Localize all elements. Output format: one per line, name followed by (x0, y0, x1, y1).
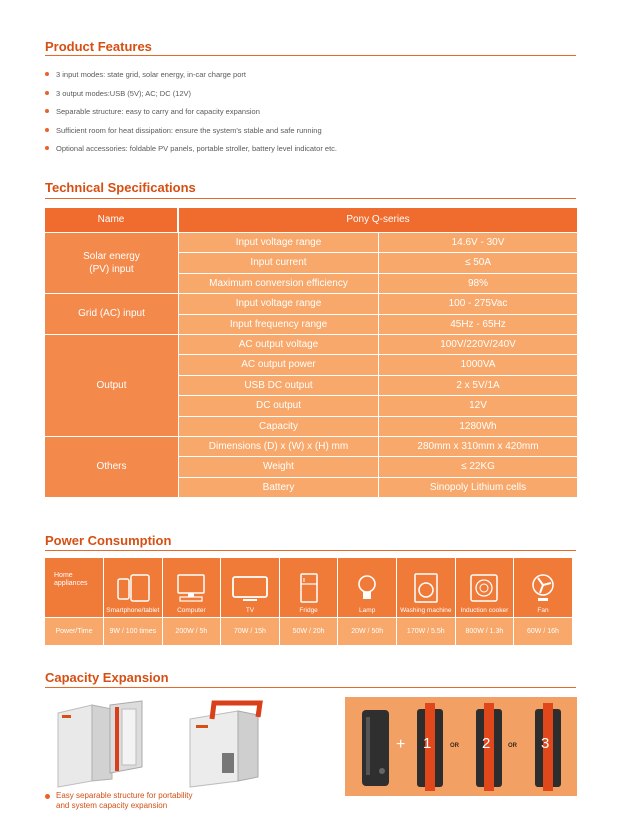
appliance-cell (514, 558, 572, 617)
appliance-cell (397, 558, 455, 617)
spec-group-label: Grid (AC) input (45, 294, 178, 334)
induction-cooker-icon (465, 573, 503, 603)
feature-item (45, 126, 322, 135)
lamp-icon (348, 573, 386, 603)
bullet-icon (45, 72, 49, 76)
spec-value: 280mm x 310mm x 420mm (379, 437, 577, 456)
feature-item (45, 70, 246, 79)
spec-title: Technical Specifications (45, 180, 196, 195)
spec-group-label: Output (45, 335, 178, 436)
spec-header-model: Pony Q-series (179, 208, 577, 232)
spec-param: DC output (179, 396, 378, 415)
power-table (45, 558, 577, 645)
plus-sign: + (396, 736, 406, 753)
appliance-cell (280, 558, 338, 617)
capacity-rule (45, 687, 576, 688)
bullet-icon (45, 128, 49, 132)
spec-value: ≤ 50A (379, 253, 577, 272)
spec-param: AC output power (179, 355, 378, 374)
washing-machine-icon (407, 573, 445, 603)
power-rule (45, 550, 576, 551)
feature-text: 3 input modes: state grid, solar energy, in-car charge port (56, 70, 246, 79)
spec-param: Input frequency range (179, 315, 378, 334)
appliance-name: Washing machine (400, 607, 452, 614)
tv-icon (231, 573, 269, 603)
spec-value: 98% (379, 274, 577, 293)
spec-param: Dimensions (D) x (W) x (H) mm (179, 437, 378, 456)
feature-text: Sufficient room for heat dissipation: ensure the system's stable and safe running (56, 126, 322, 135)
appliance-cell (221, 558, 279, 617)
fridge-icon (290, 573, 328, 603)
product-photo (52, 697, 282, 789)
appliance-power: 9W / 100 times (104, 618, 162, 645)
appliance-cell (104, 558, 162, 617)
spec-value: 100 - 275Vac (379, 294, 577, 313)
spec-value: 45Hz - 65Hz (379, 315, 577, 334)
power-row-label: Home appliances (45, 558, 103, 617)
appliance-name: TV (245, 607, 255, 614)
spec-rule (45, 198, 576, 199)
bullet-icon (45, 109, 49, 113)
spec-value: ≤ 22KG (379, 457, 577, 476)
appliance-power: 170W / 5.5h (397, 618, 455, 645)
appliance-power: 20W / 50h (338, 618, 396, 645)
spec-value: 1280Wh (379, 417, 577, 436)
feature-item (45, 107, 260, 116)
bullet-icon (45, 91, 49, 95)
capacity-note-line1: Easy separable structure for portability (56, 791, 193, 800)
spec-param: Weight (179, 457, 378, 476)
features-title: Product Features (45, 39, 152, 54)
capacity-note-line2: and system capacity expansion (56, 801, 168, 811)
spec-param: USB DC output (179, 376, 378, 395)
power-title: Power Consumption (45, 533, 172, 548)
spec-param: Input voltage range (179, 233, 378, 252)
or-label-1: OR (450, 743, 459, 749)
spec-param: Maximum conversion efficiency (179, 274, 378, 293)
capacity-title: Capacity Expansion (45, 670, 169, 685)
spec-value: Sinopoly Lithium cells (379, 478, 577, 497)
spec-param: Battery (179, 478, 378, 497)
appliance-name: Induction cooker (460, 607, 509, 614)
smartphone-tablet-icon (114, 573, 152, 603)
capacity-note (56, 791, 193, 812)
spec-group-label: Solar energy (PV) input (45, 233, 178, 293)
feature-text: Separable structure: easy to carry and for capacity expansion (56, 107, 260, 116)
feature-item (45, 89, 191, 98)
appliance-cell (338, 558, 396, 617)
appliance-name: Computer (177, 607, 206, 614)
module-1-label: 1 (423, 735, 432, 752)
features-rule (45, 55, 576, 56)
computer-icon (172, 573, 210, 603)
appliance-name: Smartphone/tablet (106, 607, 160, 614)
module-2-label: 2 (482, 735, 491, 752)
note-bullet (45, 794, 50, 799)
appliance-cell (456, 558, 514, 617)
feature-item (45, 144, 337, 153)
power-value-label: Power/Time (45, 618, 103, 645)
spec-value: 1000VA (379, 355, 577, 374)
spec-group-label: Others (45, 437, 178, 497)
appliance-power: 70W / 15h (221, 618, 279, 645)
or-label-2: OR (508, 743, 517, 749)
spec-header-name: Name (45, 208, 178, 232)
appliance-power: 800W / 1.3h (456, 618, 514, 645)
spec-value: 14.6V - 30V (379, 233, 577, 252)
expansion-diagram (345, 697, 577, 796)
appliance-name: Fan (537, 607, 549, 614)
spec-param: Capacity (179, 417, 378, 436)
feature-text: Optional accessories: foldable PV panels, portable stroller, battery level indicator etc. (56, 144, 337, 153)
spec-param: AC output voltage (179, 335, 378, 354)
spec-value: 2 x 5V/1A (379, 376, 577, 395)
appliance-power: 50W / 20h (280, 618, 338, 645)
spec-param: Input current (179, 253, 378, 272)
spec-value: 100V/220V/240V (379, 335, 577, 354)
bullet-icon (45, 146, 49, 150)
appliance-name: Lamp (359, 607, 376, 614)
module-3-label: 3 (541, 735, 550, 752)
appliance-power: 200W / 5h (163, 618, 221, 645)
appliance-power: 60W / 16h (514, 618, 572, 645)
appliance-name: Fridge (299, 607, 318, 614)
feature-text: 3 output modes:USB (5V); AC; DC (12V) (56, 89, 192, 98)
spec-param: Input voltage range (179, 294, 378, 313)
spec-value: 12V (379, 396, 577, 415)
fan-icon (524, 573, 562, 603)
appliance-cell (163, 558, 221, 617)
